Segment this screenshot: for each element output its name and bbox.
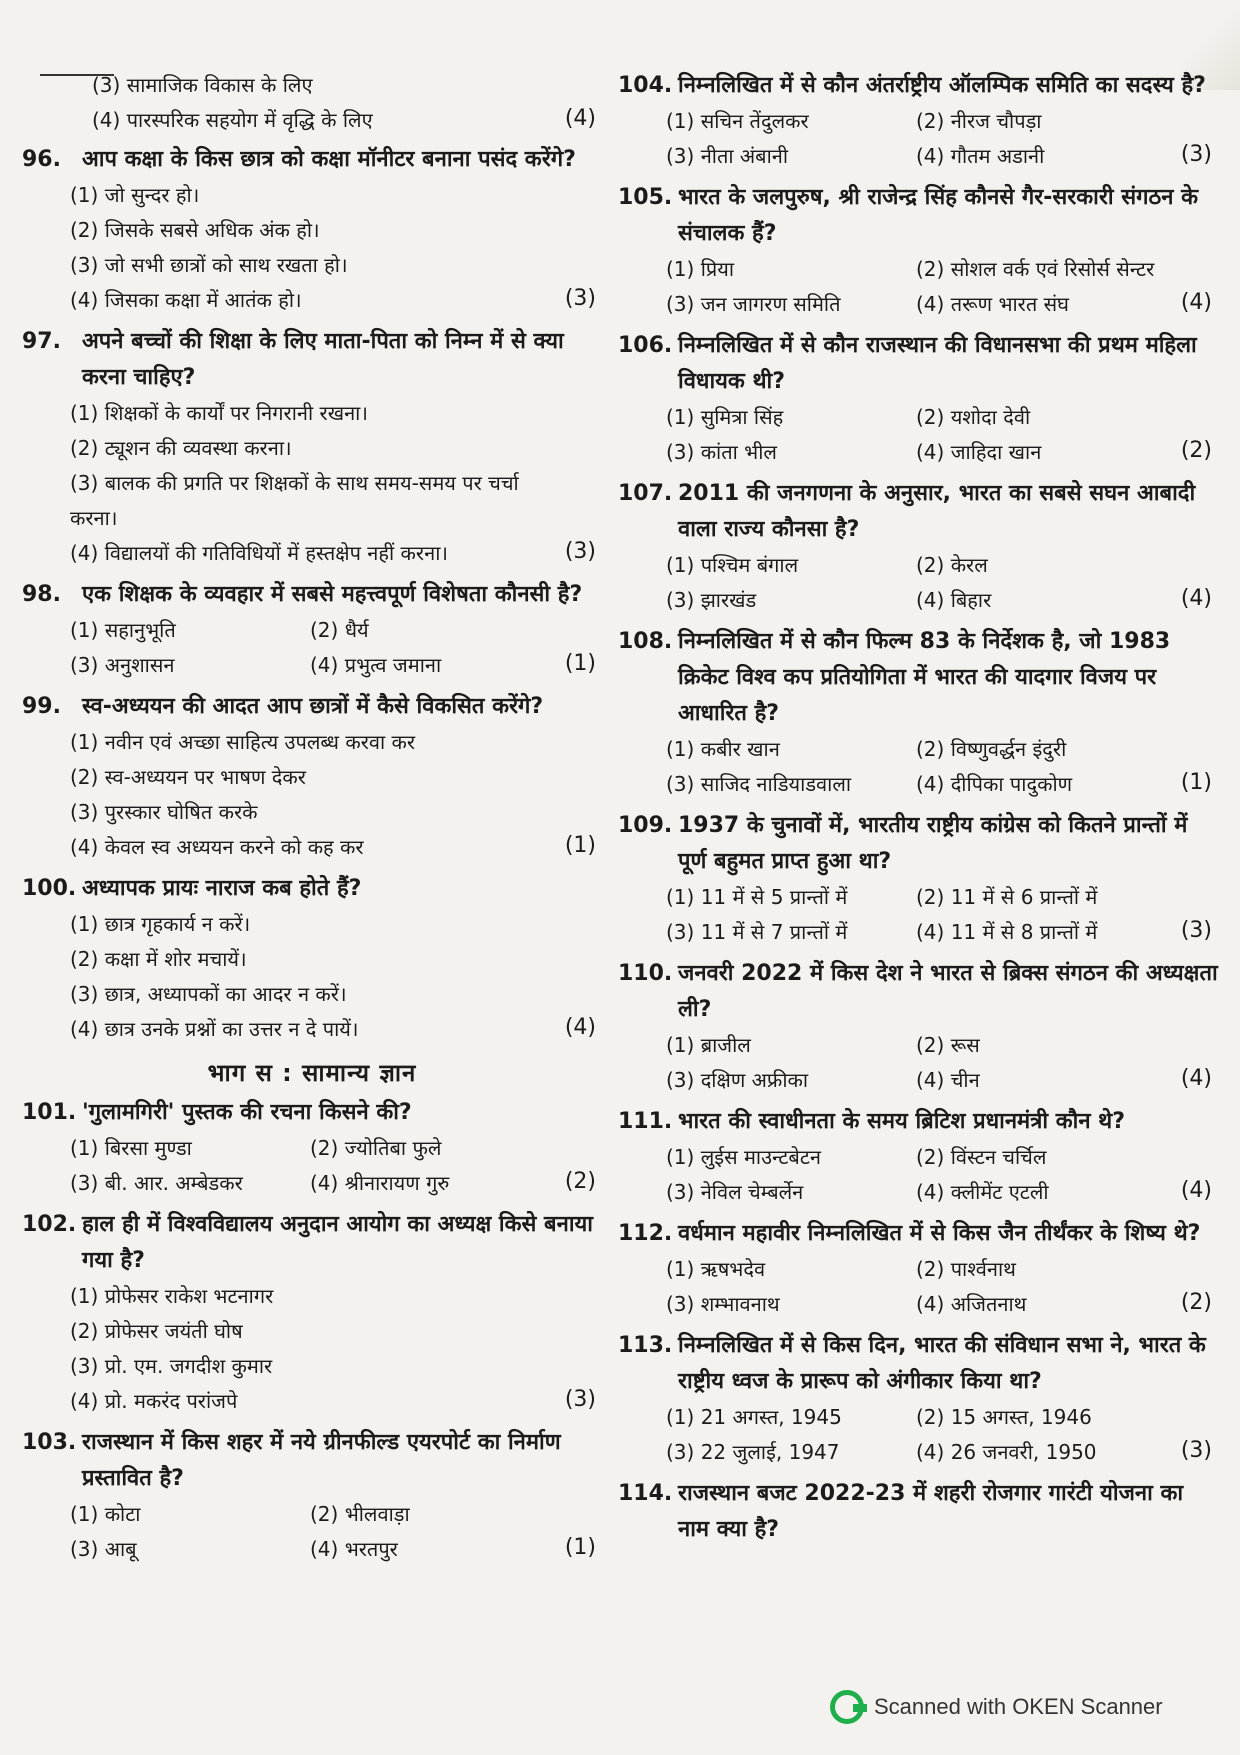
scanner-watermark (830, 1690, 1163, 1724)
option: (1) जो सुन्दर हो। (70, 183, 200, 207)
option: (2) कक्षा में शोर मचायें। (70, 947, 247, 971)
question-number: 97. (22, 329, 61, 354)
question-text (22, 324, 602, 396)
question-99 (22, 689, 602, 865)
options-list (22, 178, 602, 318)
question-text (618, 956, 1218, 1028)
question-body: राजस्थान में किस शहर में नये ग्रीनफील्ड एयरपोर्ट का निर्माण प्रस्तावित है? (82, 1430, 561, 1491)
option: (1) कबीर खान (666, 737, 780, 761)
option: (4) 11 में से 8 प्रान्तों में (916, 920, 1098, 944)
question-text (618, 328, 1218, 400)
option: (4) छात्र उनके प्रश्नों का उत्तर न दे पायें। (70, 1017, 359, 1041)
answer-key: (4) (564, 1015, 596, 1040)
option: (4) 26 जनवरी, 1950 (916, 1440, 1097, 1464)
question-body: राजस्थान बजट 2022-23 में शहरी रोजगार गारंटी योजना का नाम क्या है? (678, 1481, 1184, 1542)
question-body: आप कक्षा के किस छात्र को कक्षा मॉनीटर बनाना पसंद करेंगे? (82, 147, 576, 172)
option: (2) केरल (916, 553, 988, 577)
option: (4) दीपिका पादुकोण (916, 772, 1073, 796)
option: (3) 11 में से 7 प्रान्तों में (666, 920, 848, 944)
question-number: 107. (618, 481, 673, 506)
option: (1) छात्र गृहकार्य न करें। (70, 912, 251, 936)
question-98 (22, 577, 602, 683)
question-body: 1937 के चुनावों में, भारतीय राष्ट्रीय कांग्रेस को कितने प्रान्तों में पूर्ण बहुमत प्राप्त हुआ था? (678, 813, 1188, 874)
option: (2) धैर्य (310, 618, 369, 642)
options-list (22, 396, 602, 571)
option: (2) यशोदा देवी (916, 405, 1031, 429)
question-number: 106. (618, 333, 673, 358)
question-108 (618, 624, 1218, 802)
question-body: अपने बच्चों की शिक्षा के लिए माता-पिता को निम्न में से क्या करना चाहिए? (82, 329, 564, 390)
answer-key: (4) (1180, 1066, 1212, 1091)
question-text (22, 1425, 602, 1497)
option: (3) प्रो. एम. जगदीश कुमार (70, 1354, 273, 1378)
question-110 (618, 956, 1218, 1098)
question-number: 98. (22, 582, 61, 607)
option: (4) गौतम अडानी (916, 144, 1045, 168)
question-112 (618, 1216, 1218, 1322)
question-106 (618, 328, 1218, 470)
option: (4) जाहिदा खान (916, 440, 1042, 464)
option: (2) जिसके सबसे अधिक अंक हो। (70, 218, 320, 242)
question-111 (618, 1104, 1218, 1210)
question-text (22, 142, 602, 178)
question-text (618, 476, 1218, 548)
options-list (22, 1131, 602, 1201)
option: (3) सामाजिक विकास के लिए (92, 73, 313, 97)
right-column (618, 68, 1218, 1554)
question-body: निम्नलिखित में से कौन फिल्म 83 के निर्देशक है, जो 1983 क्रिकेट विश्व कप प्रतियोगिता में भारत की यादगार विजय पर आधारित है? (678, 629, 1171, 726)
answer-key: (3) (564, 286, 596, 311)
question-number: 103. (22, 1430, 77, 1455)
oken-scanner-logo-icon (830, 1690, 864, 1724)
option: (2) प्रोफेसर जयंती घोष (70, 1319, 243, 1343)
option: (1) सुमित्रा सिंह (666, 405, 784, 429)
answer-key: (4) (1180, 1178, 1212, 1203)
answer-key: (3) (1180, 918, 1212, 943)
question-103 (22, 1425, 602, 1567)
option: (1) प्रोफेसर राकेश भटनागर (70, 1284, 274, 1308)
option: (3) 22 जुलाई, 1947 (666, 1440, 840, 1464)
option: (1) सचिन तेंदुलकर (666, 109, 809, 133)
options-list (618, 1400, 1218, 1470)
option: (3) नेविल चेम्बर्लेन (666, 1180, 804, 1204)
question-text (618, 1328, 1218, 1400)
question-body: भारत की स्वाधीनता के समय ब्रिटिश प्रधानमंत्री कौन थे? (678, 1109, 1126, 1134)
question-101 (22, 1095, 602, 1201)
question-body: अध्यापक प्रायः नाराज कब होते हैं? (82, 876, 362, 901)
question-number: 96. (22, 147, 61, 172)
option: (3) कांता भील (666, 440, 777, 464)
question-body: निम्नलिखित में से कौन अंतर्राष्ट्रीय ऑलम्पिक समिति का सदस्य है? (678, 73, 1206, 98)
question-text (618, 180, 1218, 252)
option: (4) विद्यालयों की गतिविधियों में हस्तक्षेप नहीं करना। (70, 541, 448, 565)
answer-key: (1) (1180, 770, 1212, 795)
option: (3) जो सभी छात्रों को साथ रखता हो। (70, 253, 348, 277)
option: (2) ज्योतिबा फुले (310, 1136, 442, 1160)
option: (4) क्लीमेंट एटली (916, 1180, 1049, 1204)
option: (4) पारस्परिक सहयोग में वृद्धि के लिए (92, 108, 373, 132)
options-list (22, 725, 602, 865)
question-number: 108. (618, 629, 673, 654)
option: (3) बालक की प्रगति पर शिक्षकों के साथ समय-समय पर चर्चा करना। (70, 471, 519, 530)
option: (1) 21 अगस्त, 1945 (666, 1405, 842, 1429)
answer-key: (1) (564, 1535, 596, 1560)
question-number: 100. (22, 876, 77, 901)
question-body: निम्नलिखित में से कौन राजस्थान की विधानसभा की प्रथम महिला विधायक थी? (678, 333, 1197, 394)
option: (2) 11 में से 6 प्रान्तों में (916, 885, 1098, 909)
question-text (618, 1476, 1218, 1548)
answer-key: (3) (564, 539, 596, 564)
option: (3) अनुशासन (70, 653, 175, 677)
option: (4) प्रभुत्व जमाना (310, 653, 442, 677)
question-107 (618, 476, 1218, 618)
option: (2) रूस (916, 1033, 980, 1057)
question-text (618, 68, 1218, 104)
options-list (618, 252, 1218, 322)
left-column (22, 68, 602, 1573)
right-question-list (618, 68, 1218, 1548)
question-number: 101. (22, 1100, 77, 1125)
option: (1) ब्राजील (666, 1033, 751, 1057)
option: (2) नीरज चौपड़ा (916, 109, 1042, 133)
section-title: भाग स : सामान्य ज्ञान (207, 1059, 417, 1087)
question-97 (22, 324, 602, 571)
option: (2) भीलवाड़ा (310, 1502, 410, 1526)
question-100 (22, 871, 602, 1047)
option: (3) साजिद नाडियाडवाला (666, 772, 852, 796)
option: (4) चीन (916, 1068, 980, 1092)
option: (1) लुईस माउन्टबेटन (666, 1145, 822, 1169)
option: (4) जिसका कक्षा में आतंक हो। (70, 288, 302, 312)
question-text (618, 1104, 1218, 1140)
question-113 (618, 1328, 1218, 1470)
option: (4) भरतपुर (310, 1537, 398, 1561)
option: (3) शम्भावनाथ (666, 1292, 780, 1316)
option: (1) प्रिया (666, 257, 735, 281)
question-body: वर्धमान महावीर निम्नलिखित में से किस जैन तीर्थंकर के शिष्य थे? (678, 1221, 1201, 1246)
option: (1) ऋषभदेव (666, 1257, 766, 1281)
answer-key: (2) (1180, 438, 1212, 463)
question-104 (618, 68, 1218, 174)
option: (2) विंस्टन चर्चिल (916, 1145, 1047, 1169)
question-number: 112. (618, 1221, 673, 1246)
question-109 (618, 808, 1218, 950)
options-list (618, 1252, 1218, 1322)
options-list (618, 732, 1218, 802)
option: (3) छात्र, अध्यापकों का आदर न करें। (70, 982, 347, 1006)
options-list (618, 548, 1218, 618)
option: (2) सोशल वर्क एवं रिसोर्स सेन्टर (916, 257, 1155, 281)
option: (4) तरूण भारत संघ (916, 292, 1069, 316)
question-114 (618, 1476, 1218, 1548)
question-number: 110. (618, 961, 673, 986)
scanner-text: Scanned with OKEN Scanner (874, 1694, 1163, 1719)
question-text (22, 577, 602, 613)
option: (1) सहानुभूति (70, 618, 176, 642)
option: (3) आबू (70, 1537, 137, 1561)
option: (3) जन जागरण समिति (666, 292, 841, 316)
answer-key: (4) (1180, 290, 1212, 315)
question-95-continuation (22, 68, 602, 138)
option: (4) प्रो. मकरंद परांजपे (70, 1389, 238, 1413)
question-text (22, 1207, 602, 1279)
option: (3) नीता अंबानी (666, 144, 789, 168)
question-body: भारत के जलपुरुष, श्री राजेन्द्र सिंह कौनसे गैर-सरकारी संगठन के संचालक हैं? (678, 185, 1199, 246)
answer-key: (4) (1180, 586, 1212, 611)
answer-key: (2) (564, 1169, 596, 1194)
options-list (22, 1497, 602, 1567)
answer-key: (3) (1180, 142, 1212, 167)
option: (3) दक्षिण अफ्रीका (666, 1068, 809, 1092)
option: (3) पुरस्कार घोषित करके (70, 800, 258, 824)
option: (1) पश्चिम बंगाल (666, 553, 799, 577)
option: (4) अजितनाथ (916, 1292, 1027, 1316)
options-list (618, 1140, 1218, 1210)
question-number: 102. (22, 1212, 77, 1237)
question-number: 104. (618, 73, 673, 98)
option: (1) शिक्षकों के कार्यों पर निगरानी रखना। (70, 401, 368, 425)
option: (2) पार्श्वनाथ (916, 1257, 1016, 1281)
question-102 (22, 1207, 602, 1419)
option: (1) बिरसा मुण्डा (70, 1136, 192, 1160)
options-list (22, 907, 602, 1047)
options-list (22, 613, 602, 683)
question-text (22, 871, 602, 907)
question-number: 109. (618, 813, 673, 838)
options-list (618, 104, 1218, 174)
options-list (22, 1279, 602, 1419)
option: (2) ट्यूशन की व्यवस्था करना। (70, 436, 292, 460)
question-body: स्व-अध्ययन की आदत आप छात्रों में कैसे विकसित करेंगे? (82, 694, 544, 719)
answer-key: (1) (564, 833, 596, 858)
question-number: 113. (618, 1333, 673, 1358)
option: (4) केवल स्व अध्ययन करने को कह कर (70, 835, 364, 859)
option: (2) विष्णुवर्द्धन इंदुरी (916, 737, 1067, 761)
question-body: जनवरी 2022 में किस देश ने भारत से ब्रिक्स संगठन की अध्यक्षता ली? (678, 961, 1218, 1022)
question-text (618, 624, 1218, 732)
question-body: एक शिक्षक के व्यवहार में सबसे महत्त्वपूर्ण विशेषता कौनसी है? (82, 582, 583, 607)
left-question-list (22, 142, 602, 1047)
option: (4) श्रीनारायण गुरु (310, 1171, 450, 1195)
option: (1) कोटा (70, 1502, 141, 1526)
answer-key: (2) (1180, 1290, 1212, 1315)
question-number: 114. (618, 1481, 673, 1506)
option: (2) स्व-अध्ययन पर भाषण देकर (70, 765, 306, 789)
options-list (618, 880, 1218, 950)
question-body: 2011 की जनगणना के अनुसार, भारत का सबसे सघन आबादी वाला राज्य कौनसा है? (678, 481, 1196, 542)
options-list (618, 400, 1218, 470)
left-gk-question-list (22, 1095, 602, 1567)
question-text (618, 808, 1218, 880)
option: (4) बिहार (916, 588, 992, 612)
question-body: निम्नलिखित में से किस दिन, भारत की संविधान सभा ने, भारत के राष्ट्रीय ध्वज के प्रारूप को अंगीकार किया था? (678, 1333, 1206, 1394)
question-text (22, 1095, 602, 1131)
question-number: 105. (618, 185, 673, 210)
question-text (22, 689, 602, 725)
question-body: 'गुलामगिरी' पुस्तक की रचना किसने की? (82, 1100, 412, 1125)
answer-key: (3) (564, 1387, 596, 1412)
question-number: 111. (618, 1109, 673, 1134)
question-body: हाल ही में विश्वविद्यालय अनुदान आयोग का अध्यक्ष किसे बनाया गया है? (82, 1212, 593, 1273)
answer-key: (1) (564, 651, 596, 676)
option: (2) 15 अगस्त, 1946 (916, 1405, 1092, 1429)
question-96 (22, 142, 602, 318)
option: (1) 11 में से 5 प्रान्तों में (666, 885, 848, 909)
option: (1) नवीन एवं अच्छा साहित्य उपलब्ध करवा कर (70, 730, 416, 754)
answer-key: (4) (564, 106, 596, 131)
options-list (618, 1028, 1218, 1098)
question-105 (618, 180, 1218, 322)
answer-key: (3) (1180, 1438, 1212, 1463)
option: (3) बी. आर. अम्बेडकर (70, 1171, 243, 1195)
question-text (618, 1216, 1218, 1252)
question-number: 99. (22, 694, 61, 719)
option: (3) झारखंड (666, 588, 757, 612)
